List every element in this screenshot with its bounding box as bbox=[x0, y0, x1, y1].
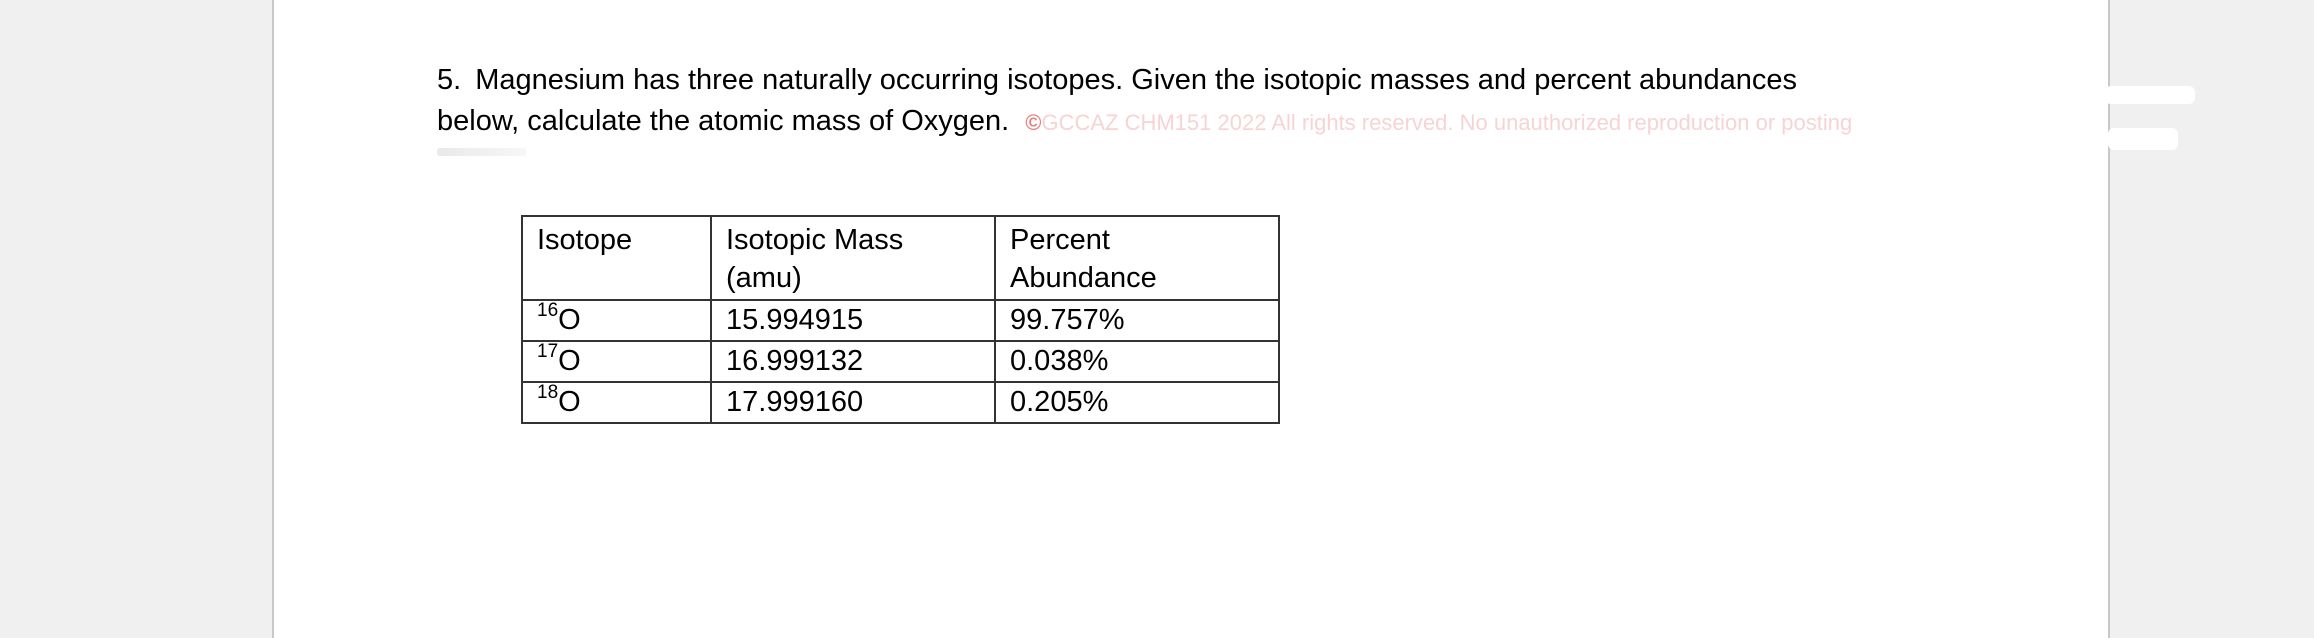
question-line-2-text: below, calculate the atomic mass of Oxygen. bbox=[437, 105, 1010, 137]
question-line-2 bbox=[437, 101, 1997, 143]
header-percent-label-2: Abundance bbox=[1010, 262, 1157, 294]
header-percent-label-1: Percent bbox=[1010, 224, 1110, 256]
isotope-cell bbox=[522, 341, 711, 382]
header-mass-label-2: (amu) bbox=[726, 262, 802, 294]
mass-cell: 15.994915 bbox=[711, 300, 995, 341]
table-row bbox=[522, 341, 1279, 382]
question-line-1 bbox=[437, 60, 1997, 101]
header-isotope bbox=[522, 216, 711, 300]
header-percent-abundance bbox=[995, 216, 1279, 300]
faded-watermark-fragment bbox=[437, 148, 527, 156]
element-symbol: O bbox=[558, 304, 581, 336]
white-smudge-artifact bbox=[2108, 128, 2178, 150]
mass-number: 16 bbox=[537, 300, 559, 322]
question-line-1-text: Magnesium has three naturally occurring isotopes. Given the isotopic masses and percent abundances bbox=[475, 64, 1798, 96]
copyright-icon: © bbox=[1025, 110, 1042, 135]
mass-cell: 16.999132 bbox=[711, 341, 995, 382]
mass-number: 18 bbox=[537, 382, 559, 404]
isotope-table bbox=[521, 215, 1280, 424]
header-isotope-label: Isotope bbox=[537, 224, 633, 256]
question-number: 5. bbox=[437, 64, 462, 96]
table-row bbox=[522, 300, 1279, 341]
isotope-cell bbox=[522, 300, 711, 341]
mass-number: 17 bbox=[537, 341, 559, 363]
abundance-cell: 99.757% bbox=[995, 300, 1279, 341]
document-page bbox=[272, 0, 2110, 638]
abundance-cell: 0.038% bbox=[995, 341, 1279, 382]
element-symbol: O bbox=[558, 345, 581, 377]
element-symbol: O bbox=[558, 386, 581, 418]
abundance-cell: 0.205% bbox=[995, 382, 1279, 423]
copyright-watermark bbox=[1025, 110, 1852, 135]
isotope-cell bbox=[522, 382, 711, 423]
white-smudge-artifact bbox=[2105, 86, 2195, 104]
header-isotopic-mass bbox=[711, 216, 995, 300]
table-header-row bbox=[522, 216, 1279, 300]
watermark-text: GCCAZ CHM151 2022 All rights reserved. No unauthorized reproduction or posting bbox=[1041, 110, 1853, 135]
table-row bbox=[522, 382, 1279, 423]
question-text bbox=[437, 60, 1997, 143]
header-mass-label-1: Isotopic Mass bbox=[726, 224, 904, 256]
mass-cell: 17.999160 bbox=[711, 382, 995, 423]
